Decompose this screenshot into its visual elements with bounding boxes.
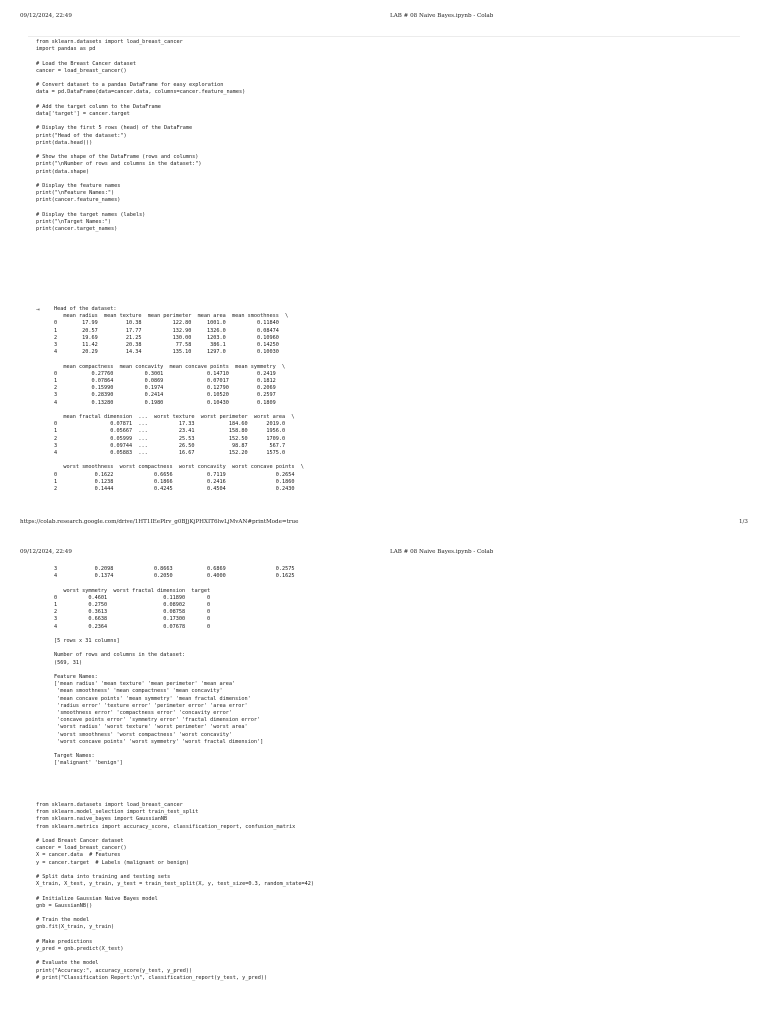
code-block: from sklearn.datasets import load_breast_cancer from sklearn.model_selection import train_test_split from sklearn.naive_bayes import GaussianNB from sklearn.metrics import accuracy_score, classification_report, confusion_matrix # Load Breast Cancer dataset cancer = load_breast_cancer() X = cancer.data # Features y = cancer.target # Labels (malignant or benign) # Split data into training and testing sets X_train, X_test, y_train, y_test = train_test_split(X, y, test_size=0.3, random_state=42) # Initialize Gaussian Naive Bayes model gnb = GaussianNB() # Train the model gnb.fit(X_train, y_train) # Make predictions y_pred = gnb.predict(X_test) # Evaluate the model print("Accuracy:", accuracy_score(y_test, y_pred)) # print("Classification Report:\n", classification_report(y_test, y_pred)) bbox=[36, 802, 314, 981]
code-block: from sklearn.datasets import load_breast_cancer import pandas as pd # Load the Breast Cancer dataset cancer = load_breast_cancer() # Convert dataset to a pandas DataFrame for easy exploration data = pd.DataFrame(data=cancer.data, columns=cancer.feature_names) # Add the target column to the DataFrame data['target'] = cancer.target # Display the first 5 rows (head) of the DataFrame print("Head of the dataset:") print(data.head()) # Show the shape of the DataFrame (rows and columns) print("\nNumber of rows and columns in the dataset:") print(data.shape) # Display the feature names print("\nFeature Names:") print(cancer.feature_names) # Display the target names (labels) print("\nTarget Names:") print(cancer.target_names) bbox=[36, 39, 246, 233]
page-number: 1/3 bbox=[738, 519, 748, 525]
output-arrow-icon[interactable]: ⇥ bbox=[36, 306, 40, 313]
cell-output-head bbox=[36, 306, 304, 493]
output-text: 3 0.2098 0.8663 0.6869 0.2575 4 0.1374 0.2050 0.4000 0.1625 worst symmetry worst fractal dimension target 0 0.4601 0.11890 0 1 0.2750 0.08902 0 2 0.3613 0.08758 0 3 0.6638 0.17300 0 4 0.2364 0.07678 0 [5 rows x 31 columns] Number of rows and columns in the dataset: (569, 31) Feature Names: ['mean radius' 'mean texture' 'mean perimeter' 'mean area' 'mean smoothness' 'mean compactness' 'mean concavity' 'mean concave points' 'mean symmetry' 'mean fractal dimension' 'radius error' 'texture error' 'perimeter error' 'area error' 'smoothness error' 'compactness error' 'concavity error' 'concave points error' 'symmetry error' 'fractal dimension error' 'worst radius' 'worst texture' 'worst perimeter' 'worst area' 'worst smoothness' 'worst compactness' 'worst concavity' 'worst concave points' 'worst symmetry' 'worst fractal dimension'] Target Names: ['malignant' 'benign'] bbox=[54, 566, 295, 767]
print-date: 09/12/2024, 22:49 bbox=[20, 549, 72, 555]
code-cell-naive-bayes[interactable] bbox=[36, 802, 314, 982]
print-url: https://colab.research.google.com/drive/1HT1IEePlrv_g0BJjKjPHXIT6lwLjMvAN#printMode=true bbox=[20, 519, 299, 525]
cell-output-continued bbox=[54, 566, 294, 768]
notebook-title: LAB # 08 Naive Bayes.ipynb - Colab bbox=[390, 549, 494, 555]
print-date: 09/12/2024, 22:49 bbox=[20, 13, 72, 19]
code-cell-explore-dataset[interactable] bbox=[28, 36, 740, 233]
output-text: Head of the dataset: mean radius mean texture mean perimeter mean area mean smoothness \ 0 17.99 10.38 122.80 1001.0 0.11840 1 20.57 17.77 132.90 1326.0 0.08474 2 19.69 21.25 130.00 1203.0 0.10960 3 11.42 20.38 77.58 386.1 0.14250 4 20.29 14.34 135.10 1297.0 0.10030 mean compactness mean concavity mean concave points mean symmetry \ 0 0.27760 0.3001 0.14710 0.2419 1 0.07864 0.0869 0.07017 0.1812 2 0.15990 0.1974 0.12790 0.2069 3 0.28390 0.2414 0.10520 0.2597 4 0.13280 0.1980 0.10430 0.1809 mean fractal dimension ... worst texture worst perimeter worst area \ 0 0.07871 ... 17.33 184.60 2019.0 1 0.05667 ... 23.41 158.80 1956.0 2 0.05999 ... 25.53 152.50 1709.0 3 0.09744 ... 26.50 98.87 567.7 4 0.05883 ... 16.67 152.20 1575.0 worst smoothness worst compactness worst concavity worst concave points \ 0 0.1622 0.6656 0.7119 0.2654 1 0.1238 0.1866 0.2416 0.1860 2 0.1444 0.4245 0.4504 0.2430 bbox=[54, 306, 304, 493]
notebook-title: LAB # 08 Naive Bayes.ipynb - Colab bbox=[390, 13, 494, 19]
